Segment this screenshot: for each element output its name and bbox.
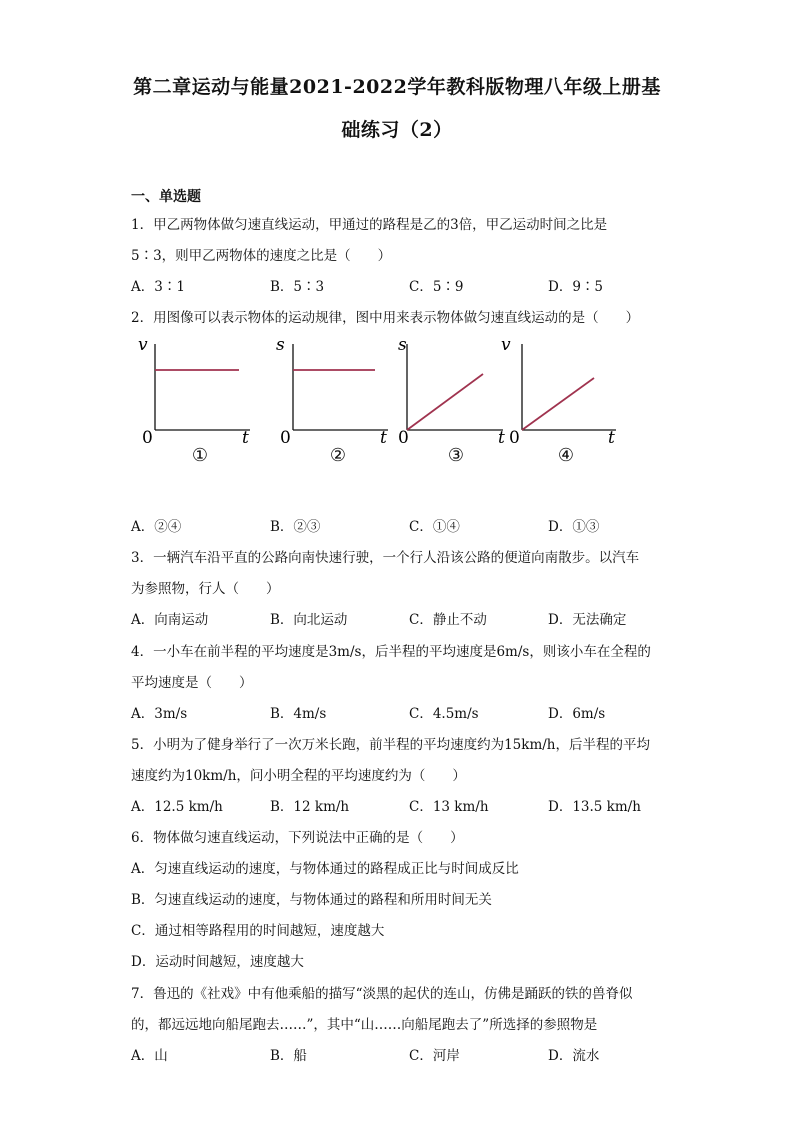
graph-line <box>407 374 483 430</box>
x-axis-label: t <box>380 428 387 448</box>
origin-label: 0 <box>280 428 291 448</box>
origin-label: 0 <box>398 428 409 448</box>
q1-option-c: C．5∶9 <box>409 279 464 295</box>
q3-option-a: A．向南运动 <box>131 612 209 628</box>
q7-option-a: A．山 <box>131 1048 168 1064</box>
graph-line <box>522 378 594 430</box>
q3-stem-line1: 3．一辆汽车沿平直的公路向南快速行驶，一个行人沿该公路的便道向南散步。以汽车 <box>131 550 640 566</box>
origin-label: 0 <box>509 428 520 448</box>
q1-option-a: A．3∶1 <box>131 279 185 295</box>
q2-option-a: A．②④ <box>131 519 182 535</box>
y-axis-label: s <box>398 335 407 355</box>
q7-option-c: C．河岸 <box>409 1048 460 1064</box>
q7-option-d: D．流水 <box>548 1048 600 1064</box>
q3-option-c: C．静止不动 <box>409 612 487 628</box>
q5-option-a: A．12.5 km/h <box>131 799 223 815</box>
graph-2-caption: ② <box>329 445 347 466</box>
q2-option-d: D．①③ <box>548 519 600 535</box>
q3-option-b: B．向北运动 <box>270 612 348 628</box>
q4-option-a: A．3m/s <box>131 706 188 722</box>
y-axis-label: v <box>501 335 511 355</box>
q6-option-c: C．通过相等路程用的时间越短，速度越大 <box>131 923 385 939</box>
q5-stem-line2: 速度约为10km/h，问小明全程的平均速度约为（ ） <box>131 768 466 784</box>
q4-option-d: D．6m/s <box>548 706 606 722</box>
q1-stem-line2: 5∶3，则甲乙两物体的速度之比是（ ） <box>131 248 392 264</box>
q2-option-b: B．②③ <box>270 519 321 535</box>
y-axis-label: v <box>138 335 148 355</box>
q1-stem-line1: 1．甲乙两物体做匀速直线运动，甲通过的路程是乙的3倍，甲乙运动时间之比是 <box>131 217 608 233</box>
graph-2 <box>276 330 396 454</box>
graph-1-caption: ① <box>191 445 209 466</box>
q5-stem-line1: 5．小明为了健身举行了一次万米长跑，前半程的平均速度约为15km/h，后半程的平均 <box>131 737 650 753</box>
q1-option-b: B．5∶3 <box>270 279 325 295</box>
x-axis-label: t <box>498 428 505 448</box>
section-heading: 一、单选题 <box>131 189 201 205</box>
graph-3 <box>395 330 515 454</box>
q5-option-c: C．13 km/h <box>409 799 489 815</box>
q5-option-d: D．13.5 km/h <box>548 799 641 815</box>
q4-option-b: B．4m/s <box>270 706 327 722</box>
q7-stem-line1: 7．鲁迅的《社戏》中有他乘船的描写“淡黑的起伏的连山，仿佛是踊跃的铁的兽脊似 <box>131 986 633 1002</box>
q1-option-d: D．9∶5 <box>548 279 604 295</box>
q6-option-a: A．匀速直线运动的速度，与物体通过的路程成正比与时间成反比 <box>131 861 519 877</box>
q2-option-c: C．①④ <box>409 519 460 535</box>
q3-option-d: D．无法确定 <box>548 612 627 628</box>
graph-4-caption: ④ <box>557 445 575 466</box>
x-axis-label: t <box>242 428 249 448</box>
y-axis-label: s <box>276 335 285 355</box>
graph-1 <box>138 330 258 454</box>
graph-3-caption: ③ <box>447 445 465 466</box>
q4-stem-line1: 4．一小车在前半程的平均速度是3m/s，后半程的平均速度是6m/s，则该小车在全程的 <box>131 644 651 660</box>
q6-option-d: D．运动时间越短，速度越大 <box>131 954 304 970</box>
q3-stem-line2: 为参照物，行人（ ） <box>131 581 280 597</box>
q6-stem-line1: 6．物体做匀速直线运动，下列说法中正确的是（ ） <box>131 830 464 846</box>
q5-option-b: B．12 km/h <box>270 799 350 815</box>
q4-option-c: C．4.5m/s <box>409 706 479 722</box>
q4-stem-line2: 平均速度是（ ） <box>131 675 253 691</box>
x-axis-label: t <box>608 428 615 448</box>
q2-stem-line1: 2．用图像可以表示物体的运动规律，图中用来表示物体做匀速直线运动的是（ ） <box>131 310 640 326</box>
graph-4 <box>501 330 626 454</box>
q6-option-b: B．匀速直线运动的速度，与物体通过的路程和所用时间无关 <box>131 892 492 908</box>
q7-option-b: B．船 <box>270 1048 307 1064</box>
doc-title-line1: 第二章运动与能量2021-2022学年教科版物理八年级上册基 <box>133 76 661 98</box>
q7-stem-line2: 的，都远远地向船尾跑去……”，其中“山……向船尾跑去了”所选择的参照物是 <box>131 1017 598 1033</box>
origin-label: 0 <box>142 428 153 448</box>
doc-title-line2: 础练习（2） <box>341 119 453 141</box>
